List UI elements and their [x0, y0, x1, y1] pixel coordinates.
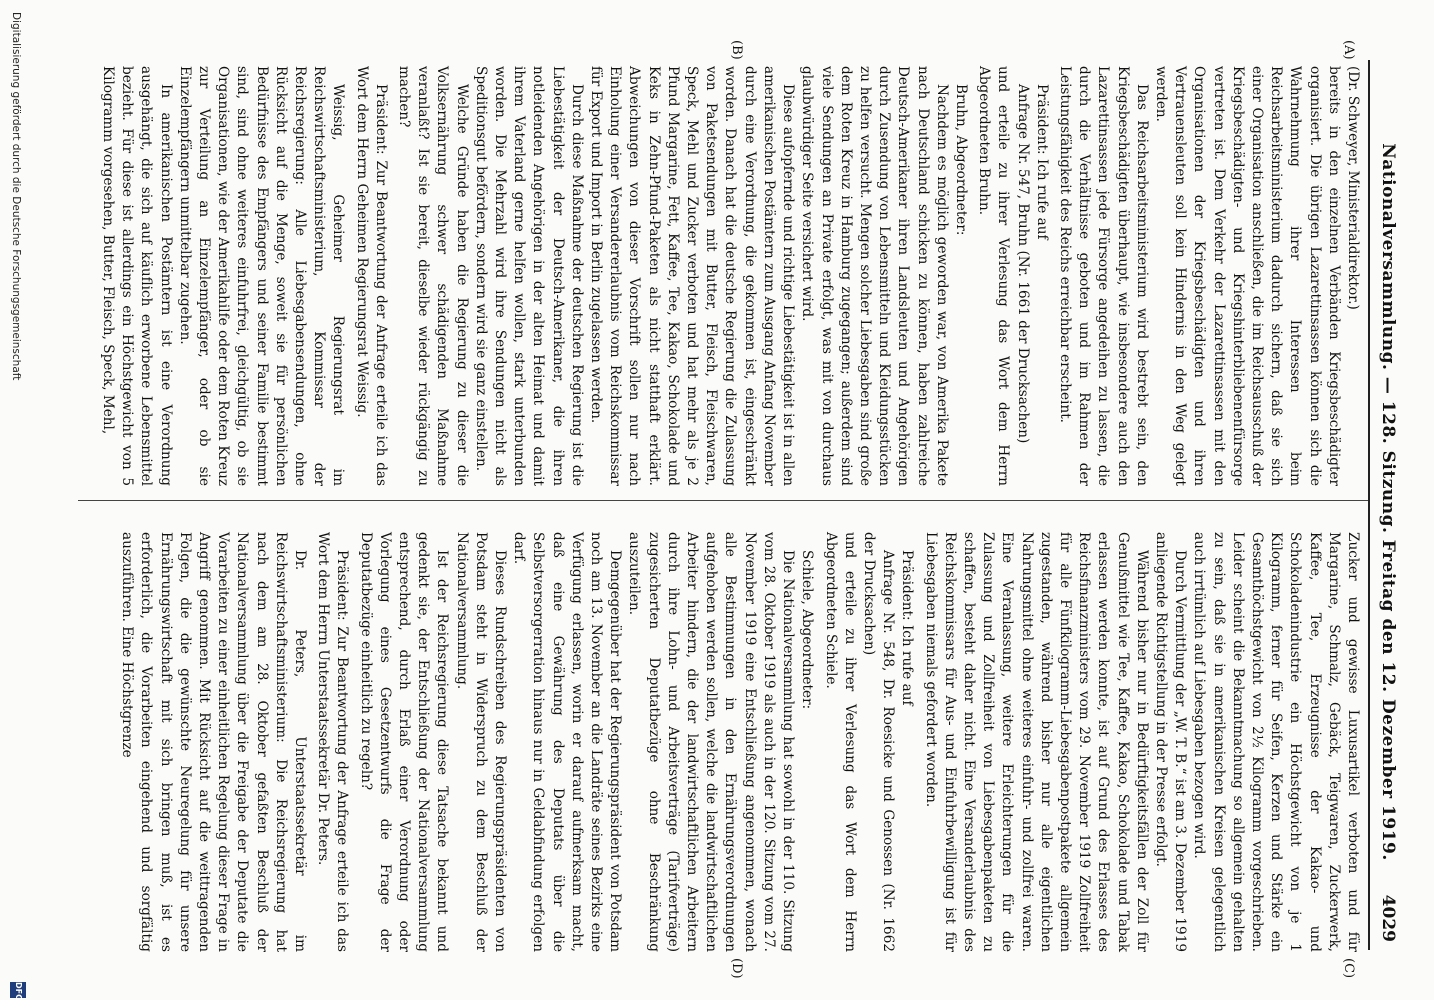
header-rule: [1368, 60, 1370, 950]
page-number: 4029: [1378, 894, 1398, 942]
paragraph: Welche Gründe haben die Regierung zu dieser die Volksernährung schwer schädigenden Maßnahme veranlaßt? Ist sie bereit, dieselbe wieder rückgängig zu machen?: [396, 66, 470, 486]
margin-mark-a: (A): [1341, 40, 1356, 60]
paragraph: Durch Vermittlung der „W. T. B.“ ist am 3. Dezember 1919 anliegende Richtigstellung in der Presse erfolgt.: [1152, 532, 1189, 952]
paragraph: Ist der Reichsregierung diese Tatsache bekannt und gedenkt sie, der Entschließung der Nationalversammlung entsprechend, durch Erlaß einer Verordnung oder Vorlegung eines Gesetzentwurfs die Frage der Deputatbezüge einheitlich zu regeln?: [357, 532, 451, 952]
paragraph: und erteile zu ihrer Verlesung das Wort dem Herrn Abgeordneten Schiele.: [822, 532, 858, 952]
paragraph: Demgegenüber hat der Regierungspräsident von Potsdam noch am 13. November an die Landräte seines Bezirks eine Verfügung erlassen, worin er darauf aufmerksam macht, daß eine Gewährung des Deputats über die Selbstversorgerration hinaus nur in Geldabfindung erfolgen darf.: [511, 532, 624, 952]
paragraph: und erteile zu ihrer Verlesung das Wort dem Herrn Abgeordneten Bruhn.: [976, 66, 1012, 486]
column-divider: [78, 500, 1368, 501]
paragraph: Dieses Rundschreiben des Regierungspräsidenten von Potsdam steht in Widerspruch zu dem Beschluß der Nationalversammlung.: [453, 532, 509, 952]
paragraph: Präsident: Ich rufe auf: [899, 550, 916, 706]
paragraph: Nachdem es möglich geworden war, von Amerika Pakete nach Deutschland schicken zu können, haben zahlreiche Deutsch-Amerikaner ihren Landsleuten und Angehörigen durch Zusendung von Lebensmitteln und Kleidungsstücken zu helfen versucht. Mengen solcher Liebesgaben sind große dem Roten Kreuz in Hamburg zugegangen; außerdem sind viele Sendungen an Private erfolgt, was mit von durchaus glaubwürdiger Seite versichert wird.: [799, 66, 950, 486]
paragraph: Das Reichsarbeitsministerium wird bestrebt sein, den Kriegsbeschädigten überhaupt, wie insbesondere auch den Lazarettinsassen jede Fürsorge angedeihen zu lassen, die durch die Verhältnisse geboten und im Rahmen der Leistungsfähigkeit des Reichs erreichbar erscheint.: [1056, 66, 1150, 486]
paragraph: Präsident: Zur Beantwortung der Anfrage erteile ich das Wort dem Herrn Unterstaatssekretär Dr. Peters.: [315, 532, 351, 952]
paragraph: Durch diese Maßnahme der deutschen Regierung ist die Liebestätigkeit der Deutsch-Amerikaner, die ihren notleidenden Angehörigen in der alten Heimat und damit ihrem Vaterland gerne helfen wollen, stark unterbunden worden. Die Mehrzahl wird ihre Sendungen nicht als Speditionsgut befördern, sondern wird sie ganz einstellen.: [472, 66, 585, 486]
paragraph: Anfrage Nr. 547, Bruhn (Nr. 1661 der Drucksachen): [1014, 84, 1031, 444]
paragraph: Schiele, Abgeordneter:: [799, 550, 816, 710]
paragraph: Die Nationalversammlung hat sowohl in der 110. Sitzung vom 28. Oktober 1919 als auch in der 120. Sitzung vom 27. November 1919 eine Entschließung angenommen, wonach alle Bestimmungen in den Ernährungsverordnungen aufgehoben werden sollen, welche die landwirtschaftlichen Arbeiter hindern, die der landwirtschaftlichen Arbeitern durch ihre Lohn- und Arbeitsverträge (Tarifverträge) zugesicherten Deputatbezüge ohne Beschränkung auszuteilen.: [626, 532, 797, 952]
paragraph: Dr. Peters, Unterstaatssekretär im Reichswirtschaftsministerium: Die Reichsregierung hat nach dem am 28. Oktober gefaßten Beschluß der Nationalversammlung über die Freigabe der Deputate die Vorarbeiten zu einer einheitlichen Regelung dieser Frage in Angriff genommen. Mit Rücksicht auf die weittragenden Folgen, die die gewünschte Neuregelung für unsere Ernährungswirtschaft mit sich bringen muß, ist es erforderlich, die Vorarbeiten eingehend und sorgfältig auszuführen. Eine Höchstgrenze: [119, 532, 309, 952]
paragraph: Während bisher nur in Bedürftigkeitsfällen der Zoll für Genußmittel wie Tee, Kaffee, Kakao, Schokolade und Tabak erlassen werden konnte, ist auf Grund des Erlasses des Reichsfinanzministers vom 29. November 1919 Zollfreiheit für alle Fünfkilogramm-Liebesgabenpostpakete allgemein zugestanden, während bisher nur alle eigentlichen Nahrungsmittel ohne weiteres einfuhr- und zollfrei waren. Eine Veranlassung, weitere Erleichterungen für die Zulassung und Zollfreiheit von Liebesgabenpaketen zu schaffen, besteht daher nicht. Eine Versanderlaubnis des Reichskommissars für Aus- und Einfuhrbewilligung ist für Liebesgaben niemals gefordert worden.: [922, 532, 1150, 952]
right-column: [117, 532, 1362, 952]
dfg-logo: DFG: [10, 982, 26, 998]
paragraph: Zucker und gewisse Luxusartikel verboten und für Margarine, Schmalz, Gebäck, Teigwaren, Zuckerwerk, Kaffee, Tee, Erzeugnisse der Kakao- und Schokoladenindustrie ein Höchstgewicht von je 1 Kilogramm, ferner für Seifen, Kerzen und Stärke ein Gesamthöchstgewicht von 2½ Kilogramm vorgeschrieben. Leider scheint die Bekanntmachung so allgemein gehalten zu sein, daß sie in amerikanischen Kreisen gelegentlich auch irrtümlich auf Liebesgaben bezogen wird.: [1191, 532, 1361, 952]
paragraph: bereits in den einzelnen Verbänden Kriegsbeschädigter organisiert. Die übrigen Lazarettinsassen können sich die Wahrnehmung ihrer Interessen beim Reichsarbeitsministerium dadurch sichern, daß sie sich einer Organisation anschließen, die im Reichsausschuß der Kriegsbeschädigten- und Kriegshinterbliebenenfürsorge vertreten ist. Dem Verkehr der Lazarettinsassen mit den Organisationen der Kriegsbeschädigten und ihren Vertrauensleuten soll kein Hindernis in den Weg gelegt werden.: [1152, 66, 1342, 486]
paragraph: In amerikanischen Postämtern ist eine Verordnung ausgehängt, die sich auf käuflich erworbene Lebensmittel bezieht. Für diese ist allerdings ein Höchstgewicht von 5 Kilogramm vorgesehen, Butter, Fleisch, Speck, Mehl,: [100, 66, 174, 486]
paragraph: Präsident: Ich rufe auf: [1033, 84, 1050, 240]
margin-mark-c: (C): [1341, 958, 1356, 979]
margin-mark-b: (B): [729, 40, 744, 60]
paragraph: Diese aufopfernde und richtige Liebestätigkeit ist in allen amerikanischen Postämtern zum Ausgang Anfang November durch eine Verordnung, die gekommen ist, eingeschränkt worden. Danach hat die deutsche Regierung die Zulassung von Paketsendungen mit Butter, Fleisch, Fleischwaren, Speck, Mehl und Zucker verboten und hat mehr als je 2 Pfund Margarine, Fett, Kaffee, Tee, Kakao, Schokolade und Keks in Zehn-Pfund-Paketen als nicht statthaft erklärt. Abweichungen von dieser Vorschrift sollen nur nach Einholung einer Versandererlaubnis vom Reichskommissar für Export und Import in Berlin zugelassen werden.: [588, 66, 797, 486]
paragraph: Präsident: Zur Beantwortung der Anfrage erteile ich das Wort dem Herrn Geheimen Regierungsrat Weissig.: [353, 66, 389, 486]
digitization-credit: Digitalisierung gefördert durch die Deutsche Forschungsgemeinschaft: [10, 12, 22, 381]
paragraph: Weissig, Geheimer Regierungsrat im Reichswirtschaftsministerium, Kommissar der Reichsregierung: Alle Liebesgabensendungen, ohne Rücksicht auf die Menge, soweit sie für persönlichen Bedürfnisse des Empfängers und seiner Familie bestimmt sind, sind ohne weiteres einfuhrfrei, gleichgültig, ob sie Organisationen, wie der Amerikahilfe oder dem Roten Kreuz zur Verteilung an Einzelempfänger, oder ob sie Einzelempfängern unmittelbar zugehen.: [176, 66, 347, 486]
paragraph: Anfrage Nr. 548, Dr. Roesicke und Genossen (Nr. 1662 der Drucksachen): [860, 532, 897, 952]
margin-mark-d: (D): [729, 958, 744, 979]
left-column: [98, 66, 1362, 486]
paragraph: Bruhn, Abgeordneter:: [952, 84, 969, 236]
paragraph: (Dr. Schweyer, Ministerialdirektor.): [1345, 66, 1361, 310]
page-header: [1372, 62, 1398, 942]
page-title: Nationalversammlung. — 128. Sitzung. Freitag den 12. Dezember 1919.: [1378, 143, 1398, 861]
